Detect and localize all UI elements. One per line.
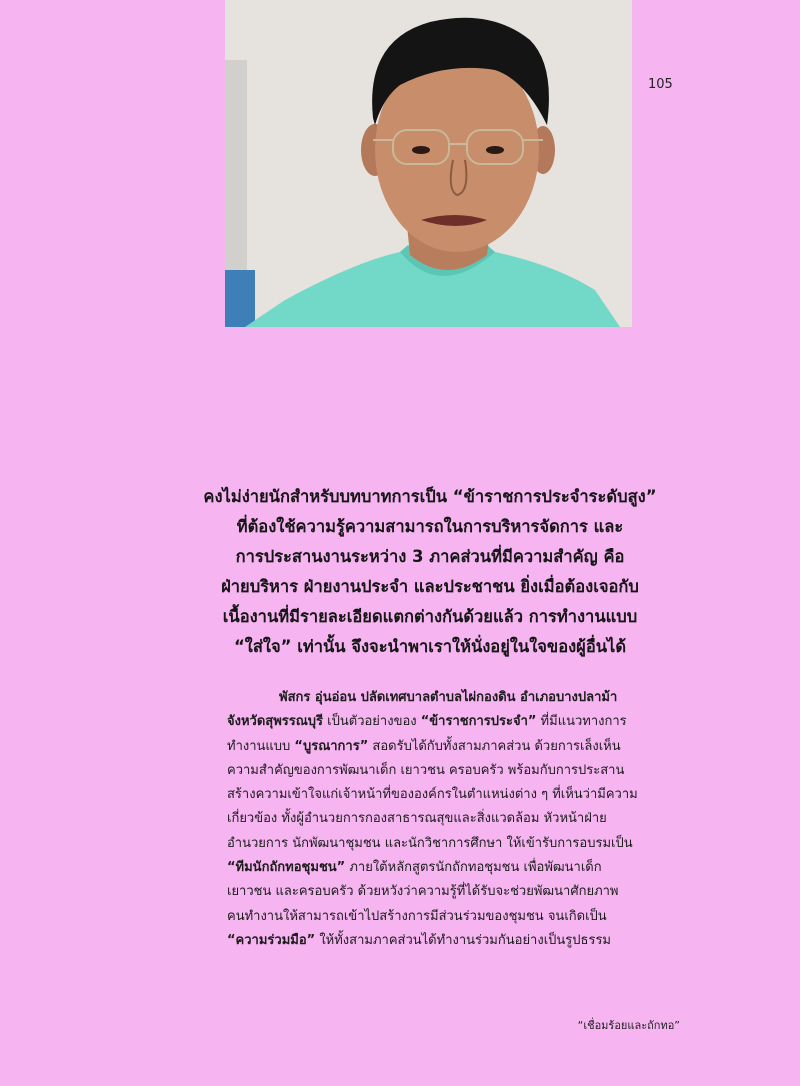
body-line: สร้างความเข้าใจแก่เจ้าหน้าที่ขององค์กรในตำแหน่งต่าง ๆ ที่เห็นว่ามีความ (227, 787, 638, 803)
portrait-photo-icon (225, 0, 632, 327)
body-text: เป็นตัวอย่างของ (323, 714, 421, 730)
emphasis-text: “ทีมนักถักทอชุมชน” (227, 860, 346, 876)
emphasis-text: “บูรณาการ” (294, 738, 369, 754)
body-text: สอดรับได้กับทั้งสามภาคส่วน ด้วยการเล็งเห็น (368, 738, 621, 754)
lead-line: ฝ่ายบริหาร ฝ่ายงานประจำ และประชาชน ยิ่งเมื่อต้องเจอกับ (221, 577, 639, 596)
body-text: ทำงานแบบ (227, 738, 295, 754)
lead-line: การประสานงานระหว่าง 3 ภาคส่วนที่มีความสำคัญ คือ (235, 547, 625, 566)
footer-title: “เชื่อมร้อยและถักทอ” (577, 1019, 680, 1032)
body-line: เยาวชน และครอบครัว ด้วยหวังว่าความรู้ที่ได้รับจะช่วยพัฒนาศักยภาพ (227, 884, 619, 900)
body-line: คนทำงานให้สามารถเข้าไปสร้างการมีส่วนร่วมของชุมชน จนเกิดเป็น (227, 908, 607, 924)
body-line: ความสำคัญของการพัฒนาเด็ก เยาวชน ครอบครัว พร้อมกับการประสาน (227, 762, 625, 778)
province-name: จังหวัดสุพรรณบุรี (227, 714, 324, 730)
emphasis-text: “ข้าราชการประจำ” (420, 714, 537, 730)
body-text: ภายใต้หลักสูตรนักถักทอชุมชน เพื่อพัฒนาเด็ก (345, 860, 602, 876)
lead-line: คงไม่ง่ายนักสำหรับบทบาทการเป็น “ข้าราชการประจำระดับสูง” (203, 487, 657, 506)
lead-paragraph (200, 482, 660, 662)
body-text: ให้ทั้งสามภาคส่วนได้ทำงานร่วมกันอย่างเป็นรูปธรรม (315, 932, 611, 948)
body-paragraph (227, 686, 677, 953)
body-line: เกี่ยวข้อง ทั้งผู้อำนวยการกองสาธารณสุขและสิ่งแวดล้อม หัวหน้าฝ่าย (227, 811, 607, 827)
lead-line: ที่ต้องใช้ความรู้ความสามารถในการบริหารจัดการ และ (236, 517, 624, 536)
portrait-photo (225, 0, 632, 327)
page-number: 105 (648, 77, 673, 92)
body-line: อำนวยการ นักพัฒนาชุมชน และนักวิชาการศึกษา ให้เข้ารับการอบรมเป็น (227, 835, 633, 851)
lead-line: เนื้องานที่มีรายละเอียดแตกต่างกันด้วยแล้ว การทำงานแบบ (222, 607, 638, 626)
emphasis-text: “ความร่วมมือ” (227, 932, 316, 948)
body-text: ที่มีแนวทางการ (536, 714, 627, 730)
person-name: พัสกร อุ่นอ่อน ปลัดเทศบาลตำบลไผ่กองดิน อำเภอบางปลาม้า (279, 690, 618, 705)
lead-line: “ใส่ใจ” เท่านั้น จึงจะนำพาเราให้นั่งอยู่ในใจของผู้อื่นได้ (233, 637, 627, 656)
